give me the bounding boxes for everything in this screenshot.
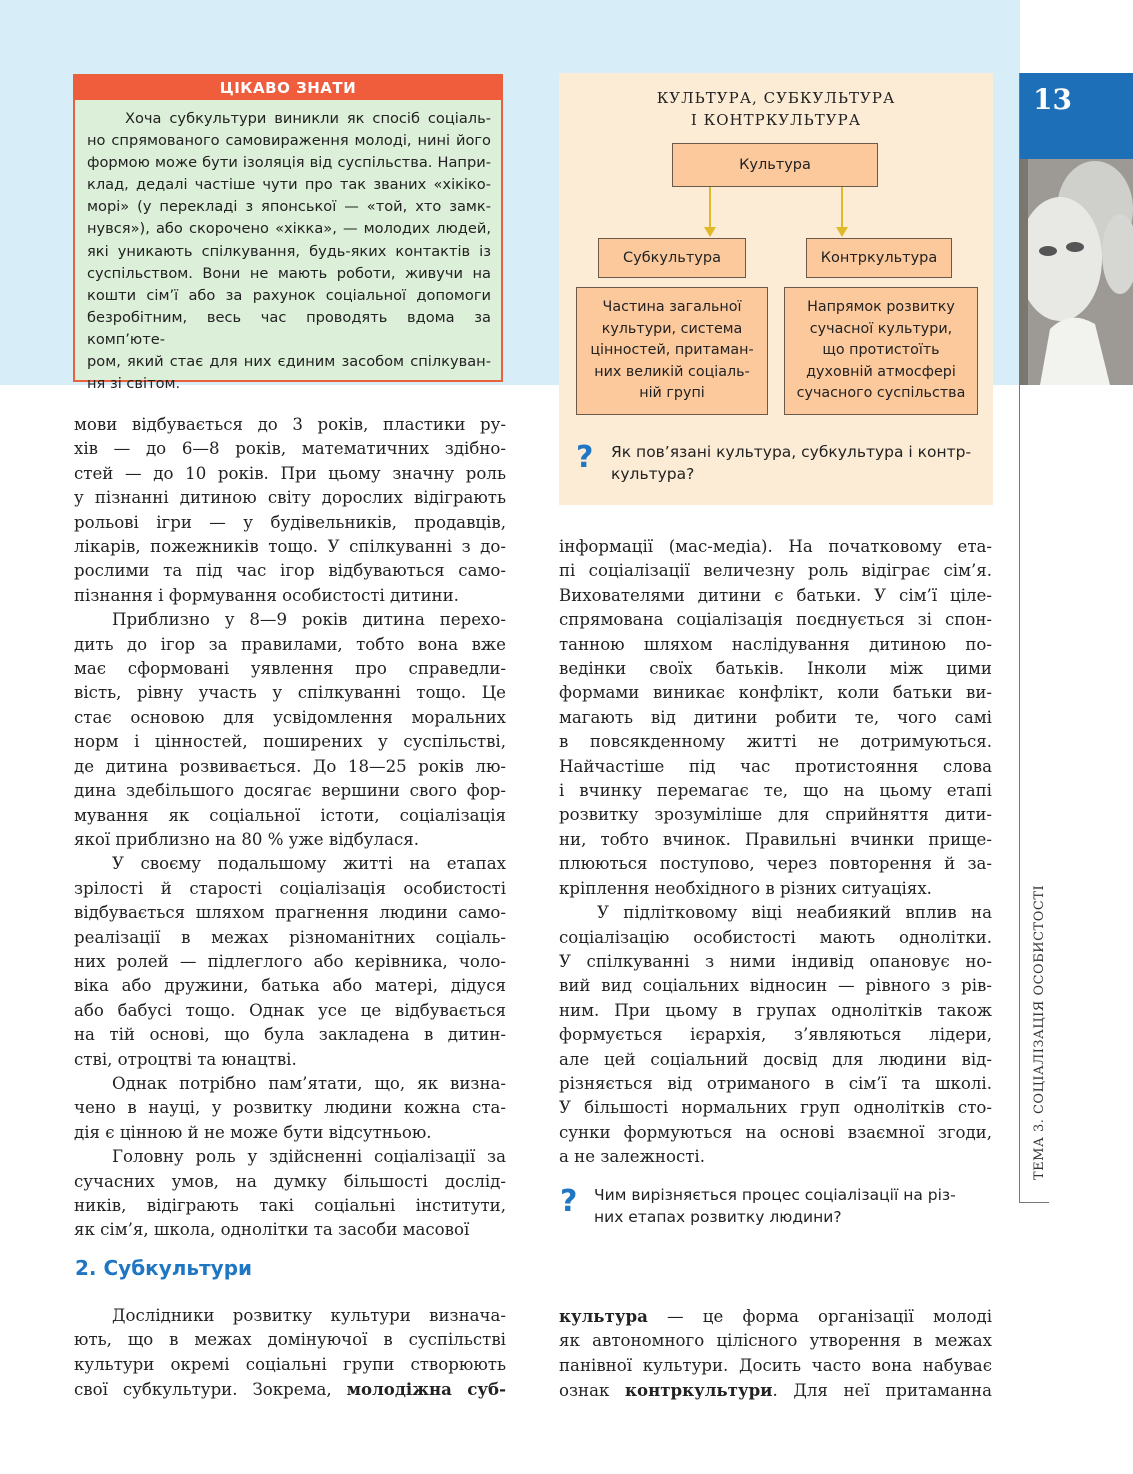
text-line: ни, тобто вчинок. Правильні вчинки прище-	[559, 829, 992, 849]
section-right-text	[559, 1304, 992, 1404]
text-line: якої приблизно на 80 % уже відбулася.	[74, 829, 419, 849]
text-line: У спілкуванні з ними індивід опановує но-	[559, 951, 992, 971]
term-youth-subculture: молодіжна суб-	[346, 1379, 506, 1400]
text-line: зрілості й старості соціалізація особистості	[74, 878, 506, 898]
text-line: Вихователями дитини є батьки. У сім’ї ціле-	[559, 585, 992, 605]
diagram-title-line1: КУЛЬТУРА, СУБКУЛЬТУРА	[656, 89, 896, 107]
text-line: лікарів, пожежників тощо. У спілкуванні з до-	[74, 537, 506, 557]
fact-line: формою може бути ізоляція від суспільства. Напри-	[87, 154, 491, 172]
arrowhead-left-icon	[704, 227, 716, 237]
section-right-line: як автономного цілісного утворення в межах	[559, 1331, 992, 1351]
term-counterculture: контркультури	[625, 1380, 773, 1401]
paragraph	[559, 535, 992, 901]
text-line: Приблизно у 8—9 років дитина перехо-	[112, 610, 506, 630]
fact-line: кошти сім’ї або за рахунок соціальної допомоги	[87, 286, 491, 304]
question-mark-icon: ?	[576, 440, 594, 475]
text-line: реалізації в межах різноманітних соціаль-	[74, 927, 506, 947]
section-left-line: культури окремі соціальні групи створюють	[74, 1354, 506, 1374]
text-line: у пізнанні дитиною світу дорослих відіграють	[74, 488, 506, 508]
term-culture: культура	[559, 1306, 648, 1326]
section-left-line: Дослідники розвитку культури визнача-	[112, 1306, 506, 1325]
section-heading: 2. Субкультури	[75, 1256, 253, 1280]
text-line: Найчастіше під час протистояння слова	[559, 756, 992, 776]
text-line: має сформовані уявлення про справедли-	[74, 659, 506, 679]
diagram-question-line: Як пов’язані культура, субкультура і контр-	[611, 443, 972, 461]
text-line: Однак потрібно пам’ятати, що, як визна-	[112, 1073, 506, 1093]
page-number: 13	[1033, 83, 1072, 116]
text-line: віка або дружини, батька або матері, дідуся	[74, 976, 506, 996]
fact-line: ром, який стає для них єдиним засобом спілкуван-	[87, 353, 491, 371]
text-line: мування як соціальної істоти, соціалізація	[74, 805, 506, 825]
text-line: сунки формуються на основі взаємної згоди,	[559, 1122, 992, 1142]
text-line: рослими та під час ігор відбуваються само-	[74, 561, 506, 581]
text-line: норм і цінностей, поширених у суспільстві,	[74, 732, 506, 752]
text-line: а не залежності.	[559, 1147, 705, 1167]
text-line: них ролей — підлеглого або керівника, чоло-	[74, 951, 506, 971]
fact-box-heading: ЦІКАВО ЗНАТИ	[75, 76, 501, 100]
subculture-desc-line: ній групі	[639, 385, 705, 402]
text-line: і вчинку перемагає те, що на цьому етапі	[559, 781, 992, 801]
masks-image-icon	[1020, 159, 1133, 385]
fact-box	[73, 74, 503, 393]
side-rule-foot	[1019, 1202, 1049, 1203]
text-line: як сім’я, школа, однолітки та засоби масової	[74, 1220, 470, 1240]
text-line: різняється від отриманого в сім’ї та школі.	[559, 1073, 992, 1093]
text-line: ним. При цьому в групах однолітків також	[559, 1000, 992, 1020]
fact-line: Хоча субкультури виникли як спосіб соціаль-	[125, 110, 491, 127]
section-right-line: панівної культури. Досить часто вона набуває	[559, 1355, 992, 1375]
text-line: стві, отроцтві та юнацтві.	[74, 1049, 297, 1069]
text-line: У підлітковому віці неабиякий вплив на	[597, 903, 992, 923]
counterculture-desc-line: що протистоїть	[822, 342, 940, 359]
question-mark-icon: ?	[560, 1184, 578, 1219]
text-line: Головну роль у здійсненні соціалізації за	[112, 1147, 506, 1167]
text-line: мови відбувається до 3 років, пластики ру-	[74, 415, 506, 434]
fact-line: ня зі світом.	[87, 375, 181, 393]
text-line: ників, відіграють такі соціальні інститути,	[74, 1196, 506, 1215]
text-line: соціалізацію особистості мають однолітки.	[559, 927, 992, 947]
text-line: відбувається шляхом прагнення людини само-	[74, 903, 506, 923]
text-line: стає основою для усвідомлення моральних	[74, 707, 506, 727]
text-line: але цей соціальний досвід для людини від-	[559, 1049, 992, 1069]
counterculture-box: Контркультура	[806, 238, 952, 278]
text-line: кріплення необхідного в різних ситуаціях.	[559, 878, 932, 898]
counterculture-description	[784, 287, 978, 415]
text-line: формується ієрархія, з’являються лідери,	[559, 1025, 992, 1045]
text-line: сучасних умов, на думку більшості дослід-	[74, 1171, 506, 1191]
fact-line: суспільством. Вони не мають роботи, живучи на	[87, 264, 491, 282]
subculture-desc-line: культури, система	[601, 320, 743, 337]
fact-box-text	[75, 100, 501, 395]
fact-line: які уникають спілкування, будь-яких контактів із	[87, 242, 491, 260]
section-left-text	[74, 1304, 506, 1403]
paragraph	[74, 1072, 506, 1145]
text-line: пізнання і формування особистості дитини.	[74, 585, 459, 605]
diagram-title-line2: І КОНТРКУЛЬТУРА	[690, 111, 862, 129]
text-line: хів — до 6—8 років, математичних здібно-	[74, 439, 506, 459]
paragraph	[74, 413, 506, 608]
arrow-to-subculture	[709, 187, 711, 229]
text-line: У своєму подальшому житті на етапах	[112, 854, 506, 874]
text-line: інформації (мас-медіа). На початковому ета-	[559, 537, 992, 556]
counterculture-desc-line: Напрямок розвитку	[807, 299, 955, 316]
fact-line: клад, дедалі частіше чути про так званих «хікіко-	[87, 176, 491, 194]
text-line: вий вид соціальних відносин — рівного з рів-	[559, 976, 992, 996]
section-right-line: . Для неї притаманна	[772, 1381, 992, 1401]
text-line: де дитина розвивається. До 18—25 років лю-	[74, 756, 506, 776]
text-line: У більшості нормальних груп однолітків сто-	[559, 1098, 992, 1118]
fact-line: нувся»), або скорочено «хікка», — молодих людей,	[87, 220, 491, 238]
socialization-question-line: них етапах розвитку людини?	[594, 1208, 842, 1226]
text-line: дія є цінною й не може бути відсутньою.	[74, 1122, 432, 1142]
left-text-column	[74, 413, 506, 1243]
subculture-box: Субкультура	[598, 238, 746, 278]
text-line: дина здебільшого досягає вершини свого фор-	[74, 781, 506, 801]
text-line: або бабусі тощо. Однак усе це відбувається	[74, 1000, 506, 1020]
paragraph	[559, 901, 992, 1169]
text-line: танною шляхом наслідування дитиною по-	[559, 634, 992, 654]
arrow-to-counterculture	[841, 187, 843, 229]
fact-line: морі» (у перекладі з японської — «той, хто замк-	[87, 198, 491, 216]
subculture-description	[576, 287, 768, 415]
topic-side-label: ТЕМА 3. СОЦІАЛІЗАЦІЯ ОСОБИСТОСТІ	[1032, 884, 1047, 1180]
culture-box: Культура	[672, 143, 878, 187]
arrowhead-right-icon	[836, 227, 848, 237]
diagram-title	[559, 87, 993, 131]
text-line: чено в науці, у розвитку людини кожна ста-	[74, 1098, 506, 1118]
section-left-line: ють, що в межах домінуючої в суспільстві	[74, 1330, 506, 1350]
text-line: стей — до 10 років. При цьому значну роль	[74, 463, 506, 483]
diagram-question-line: культура?	[611, 465, 695, 483]
section-right-line: ознак	[559, 1381, 626, 1401]
paragraph	[74, 1145, 506, 1243]
text-line: спрямована соціалізація поєднується зі спон-	[559, 610, 992, 630]
text-line: дить до ігор за правилами, тобто вона вже	[74, 634, 506, 654]
diagram-question	[611, 441, 971, 485]
subculture-desc-line: цінностей, притаман-	[590, 342, 754, 359]
fact-line: безробітним, весь час проводять вдома за комп’юте-	[87, 308, 491, 348]
subculture-desc-line: Частина загальної	[602, 299, 742, 316]
paragraph	[74, 852, 506, 1072]
text-line: магають від дитини робити те, чого самі	[559, 707, 992, 727]
page-number-badge	[1020, 73, 1133, 159]
culture-diagram	[559, 73, 993, 505]
text-line: пі соціалізації величезну роль відіграє сім’я.	[559, 561, 992, 581]
subculture-desc-line: них великій соціаль-	[594, 363, 750, 380]
right-text-column	[559, 535, 992, 1170]
text-line: на тій основі, що була закладена в дитин-	[74, 1025, 506, 1045]
paragraph	[74, 608, 506, 852]
socialization-question-line: Чим вирізняється процес соціалізації на різ-	[594, 1186, 956, 1204]
fact-line: но спрямованого самовираження молоді, нині його	[87, 132, 491, 150]
text-line: формами виникає конфлікт, коли батьки ви-	[559, 683, 992, 703]
text-line: розвитку зрозуміліше для сприйняття дити-	[559, 805, 992, 825]
text-line: ведінки своїх батьків. Інколи між цими	[559, 659, 992, 679]
text-line: рольові ігри — у будівельників, продавців,	[74, 512, 506, 532]
section-left-line: свої субкультури. Зокрема,	[74, 1380, 347, 1400]
text-line: в повсякденному житті не дотримуються.	[559, 732, 992, 752]
section-right-line: — це форма організації молоді	[647, 1307, 992, 1326]
side-rule	[1019, 73, 1020, 1203]
text-line: вість, рівну участь у спілкуванні тощо. Це	[74, 683, 506, 703]
counterculture-desc-line: духовній атмосфері	[806, 363, 956, 380]
counterculture-desc-line: сучасного суспільства	[796, 385, 966, 402]
text-line: плюються поступово, через повторення й за-	[559, 854, 992, 874]
socialization-question	[594, 1184, 994, 1228]
counterculture-desc-line: сучасної культури,	[809, 320, 953, 337]
masks-photo	[1020, 159, 1133, 385]
